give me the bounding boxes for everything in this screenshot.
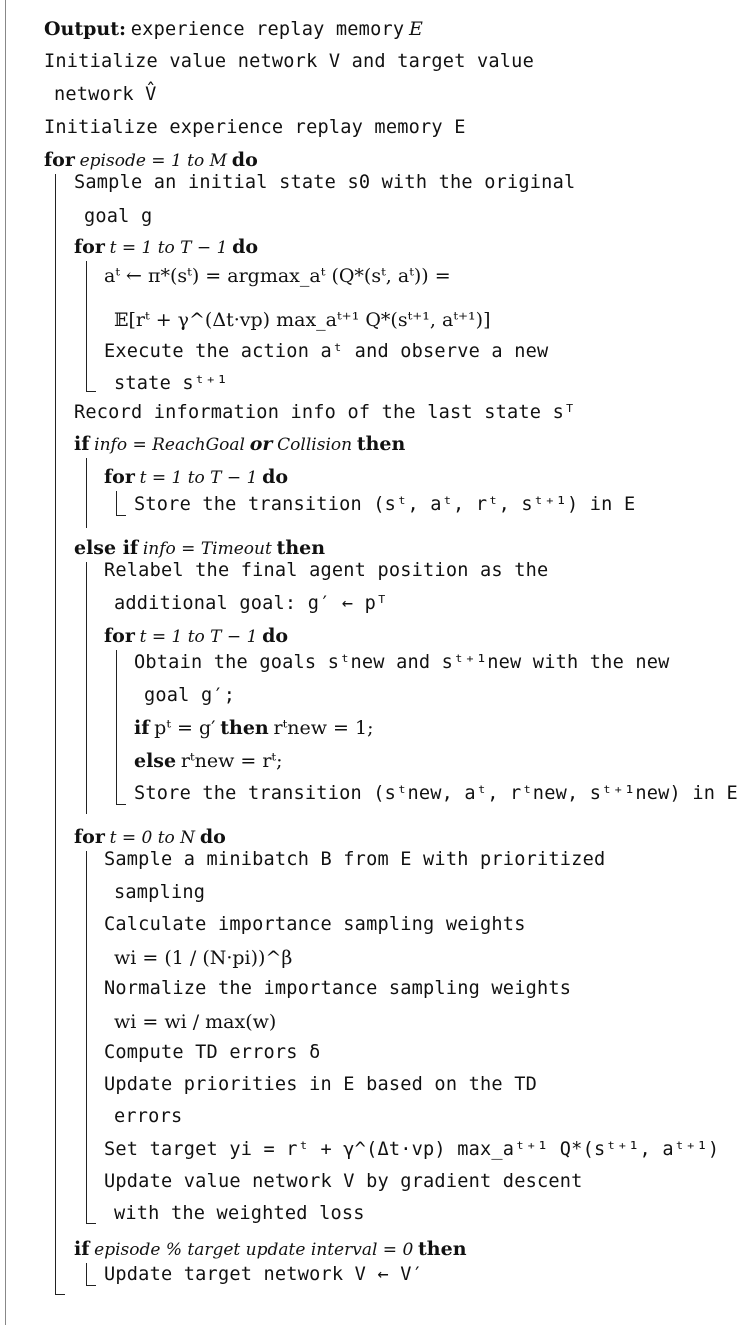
store-loop-end [116,515,126,516]
cond-target-update: episode % target update interval = 0 [94,1240,414,1260]
update-value-line: Update value network V by gradient descent [104,1171,583,1192]
train-loop-end [86,1223,96,1224]
relabel-loop-end [116,804,126,805]
sample-initial-state-line: Sample an initial state s0 with the original [74,172,576,193]
if-keyword: if [74,433,90,455]
normalize-formula: wi = wi / max(w) [114,1011,277,1033]
normalize-weights-line: Normalize the importance sampling weights [104,978,572,999]
output-symbol: E [409,18,423,40]
left-margin-rule [5,0,6,1325]
else-keyword: else [134,750,177,772]
then-keyword: then [418,1238,467,1260]
sample-minibatch-cont: sampling [114,882,206,903]
sample-initial-state-cont: goal g [84,206,153,227]
action-select-line: aᵗ ← π*(sᵗ) = argmax_aᵗ (Q*(sᵗ, aᵗ)) = [104,265,451,287]
do-keyword: do [262,625,289,647]
target-update-end [86,1285,96,1286]
action-select-cont: 𝔼[rᵗ + γ^(Δt·vp) max_aᵗ⁺¹ Q*(sᵗ⁺¹, aᵗ⁺¹)] [114,309,491,331]
for-relabel-line [104,624,288,649]
set-target-line: Set target yi = rᵗ + γ^(Δt·vp) max_aᵗ⁺¹ Q*(sᵗ⁺¹, aᵗ⁺¹) [104,1139,720,1160]
calc-weights-line: Calculate importance sampling weights [104,914,526,935]
t-range: t = 1 to T − 1 [139,627,258,647]
init-value-network-line-cont: network V̂ [54,84,157,105]
then-keyword: then [276,537,326,559]
if-keyword: if [74,1238,90,1260]
cond-timeout: info = Timeout [142,539,272,559]
t-range: t = 1 to T − 1 [139,468,258,488]
else-if-timeout-line [74,536,325,561]
for-keyword: for [104,466,135,488]
cond-reached: pᵗ = g′ [154,717,216,739]
inner-loop-end [86,391,96,392]
then-keyword: then [356,433,406,455]
for-keyword: for [74,236,105,258]
cond-reach-goal: info = ReachGoal [94,435,245,455]
weights-formula: wi = (1 / (N·pi))^β [114,947,293,969]
else-if-keyword: else if [74,537,139,559]
init-value-network-line: Initialize value network V and target value [44,51,534,72]
store-transition-line: Store the transition (sᵗ, aᵗ, rᵗ, sᵗ⁺¹) in E [134,494,636,515]
execute-action-line: Execute the action aᵗ and observe a new [104,341,549,362]
record-info-line: Record information info of the last state sᵀ [74,402,576,423]
obtain-goals-line: Obtain the goals sᵗnew and sᵗ⁺¹new with the new [134,652,670,673]
for-t-line [74,235,258,260]
output-keyword: Output: [44,18,127,40]
do-keyword: do [199,826,226,848]
output-text: experience replay memory [130,19,405,40]
for-keyword: for [104,625,135,647]
if-reached-line [134,716,374,741]
if-keyword: if [134,717,150,739]
if-reachgoal-rule [86,458,87,528]
target-update-rule [86,1263,87,1285]
reward-one: rᵗnew = 1; [273,717,374,739]
else-reward-line [134,749,283,774]
store-loop-rule [116,491,117,515]
else-if-rule [86,562,87,814]
cond-collision: Collision [277,435,353,455]
inner-loop-rule [86,261,87,391]
update-value-cont: with the weighted loss [114,1203,365,1224]
compute-td-line: Compute TD errors δ [104,1042,321,1063]
episode-range: episode = 1 to M [79,151,228,171]
obtain-goals-cont: goal g′; [144,685,236,706]
relabel-loop-rule [116,650,117,804]
episode-loop-end [55,1294,65,1295]
for-keyword: for [44,149,75,171]
if-target-update-line [74,1237,467,1262]
or-keyword: or [249,433,273,455]
update-target-line: Update target network V ← V′ [104,1264,424,1285]
if-reachgoal-line [74,432,405,457]
reward-else: rᵗnew = rᵗ; [180,750,283,772]
t-range: t = 1 to T − 1 [109,238,228,258]
do-keyword: do [231,149,258,171]
execute-action-cont: state sᵗ⁺¹ [114,373,228,394]
train-range: t = 0 to N [109,828,196,848]
do-keyword: do [262,466,289,488]
relabel-line: Relabel the final agent position as the [104,560,549,581]
for-store-line [104,465,288,490]
init-memory-line: Initialize experience replay memory E [44,117,466,138]
train-loop-rule [86,851,87,1223]
update-priorities-line: Update priorities in E based on the TD [104,1074,537,1095]
for-train-line [74,825,226,850]
do-keyword: do [232,236,259,258]
for-keyword: for [74,826,105,848]
sample-minibatch-line: Sample a minibatch B from E with prioritized [104,849,606,870]
for-episode-line [44,148,258,173]
update-priorities-cont: errors [114,1106,183,1127]
episode-loop-rule [55,174,56,1294]
store-new-transition-line: Store the transition (sᵗnew, aᵗ, rᵗnew, sᵗ⁺¹new) in E [134,783,738,804]
output-line [44,17,423,42]
relabel-cont: additional goal: g′ ← pᵀ [114,593,388,614]
then-keyword: then [220,717,269,739]
